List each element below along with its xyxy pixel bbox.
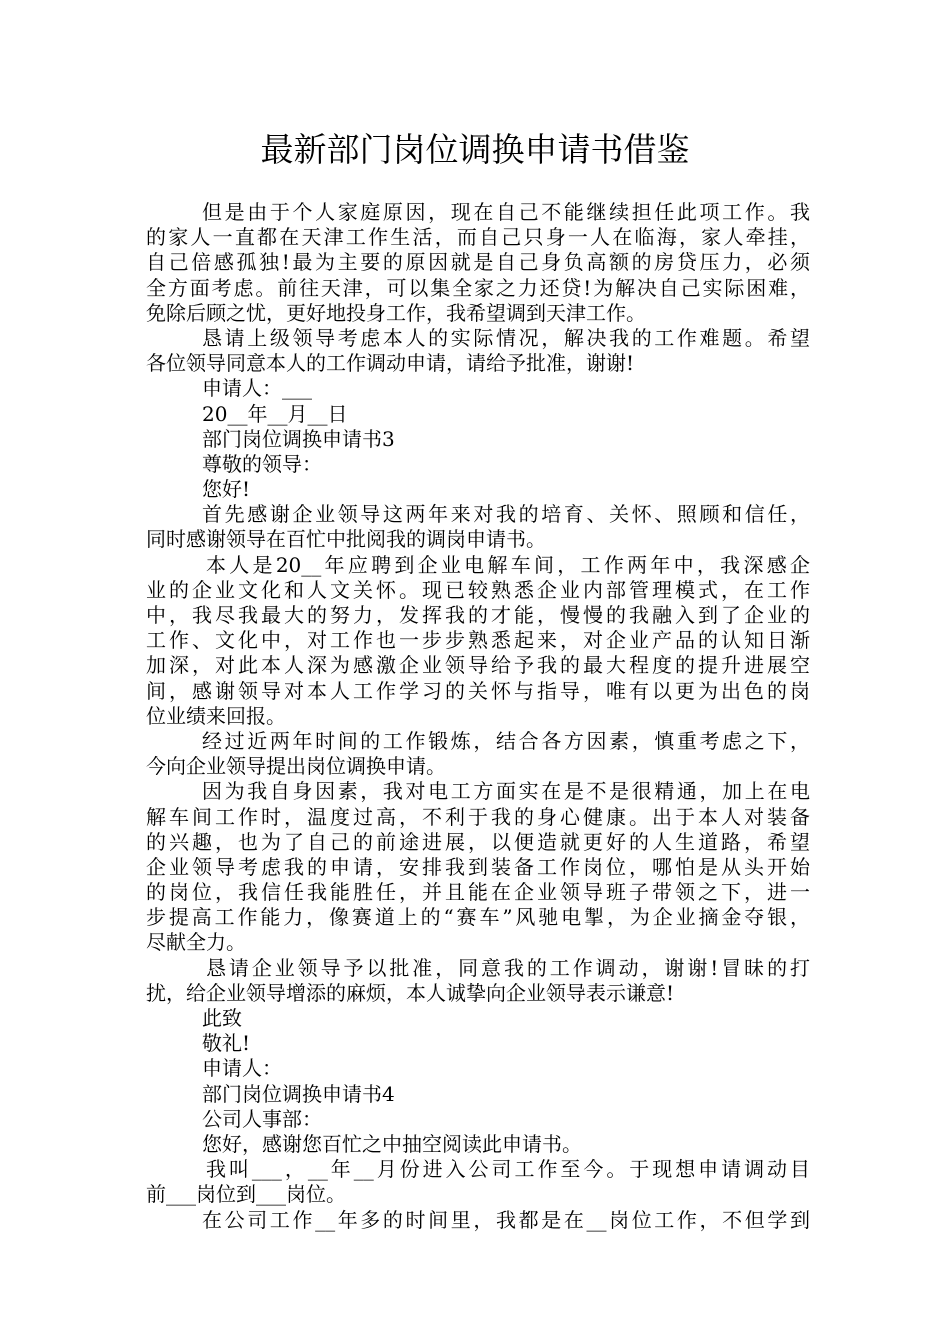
salutation: 公司人事部： bbox=[202, 1106, 322, 1131]
paragraph-line: 间，感谢领导对本人工作学习的关怀与指导，唯有以更为出色的岗 bbox=[146, 678, 810, 703]
paragraph-line: 扰，给企业领导增添的麻烦，本人诚挚向企业领导表示谦意! bbox=[146, 980, 675, 1005]
salutation: 尊敬的领导： bbox=[202, 451, 322, 476]
document-title: 最新部门岗位调换申请书借鉴 bbox=[260, 130, 690, 169]
greeting: 您好，感谢您百忙之中抽空阅读此申请书。 bbox=[202, 1131, 582, 1156]
paragraph-line: 工作、文化中，对工作也一步步熟悉起来，对企业产品的认知日渐 bbox=[146, 628, 810, 653]
paragraph-line: 经过近两年时间的工作锻炼，结合各方因素，慎重考虑之下， bbox=[202, 728, 810, 753]
greeting: 您好! bbox=[202, 477, 251, 502]
paragraph-line: 的家人一直都在天津工作生活，而自己只身一人在临海，家人牵挂， bbox=[146, 225, 810, 250]
paragraph-line: 在公司工作__年多的时间里，我都是在__岗位工作，不但学到 bbox=[202, 1207, 810, 1232]
paragraph-line: 中，我尽我最大的努力，发挥我的才能，慢慢的我融入到了企业的 bbox=[146, 603, 810, 627]
paragraph-line: 免除后顾之忧，更好地投身工作，我希望调到天津工作。 bbox=[146, 300, 646, 325]
paragraph-line: 解车间工作时，温度过高，不利于我的身心健康。出于本人对装备 bbox=[146, 804, 810, 829]
paragraph-line: 业的企业文化和人文关怀。现已较熟悉企业内部管理模式，在工作 bbox=[146, 577, 810, 602]
section-heading: 部门岗位调换申请书3 bbox=[202, 426, 395, 451]
document-body bbox=[146, 200, 810, 1233]
paragraph-line: 前___岗位到___岗位。 bbox=[146, 1182, 346, 1207]
paragraph-line: 恳请上级领导考虑本人的实际情况，解决我的工作难题。希望 bbox=[202, 325, 810, 350]
paragraph-line: 位业绩来回报。 bbox=[146, 703, 286, 728]
applicant-line: 申请人：___ bbox=[202, 376, 312, 401]
paragraph-line: 同时感谢领导在百忙中批阅我的调岗申请书。 bbox=[146, 527, 546, 552]
paragraph-line: 恳请企业领导予以批准，同意我的工作调动，谢谢!冒昧的打 bbox=[206, 955, 810, 980]
paragraph-line: 首先感谢企业领导这两年来对我的培育、关怀、照顾和信任， bbox=[202, 502, 810, 527]
closing-line: 此致 bbox=[202, 1006, 242, 1030]
paragraph-line: 尽献全力。 bbox=[146, 930, 246, 955]
closing-line: 敬礼! bbox=[202, 1031, 251, 1056]
paragraph-line: 的岗位，我信任我能胜任，并且能在企业领导班子带领之下，进一 bbox=[146, 880, 810, 905]
paragraph-line: 我叫___，__年__月份进入公司工作至今。于现想申请调动目 bbox=[206, 1157, 810, 1182]
paragraph-line: 全方面考虑。前往天津，可以集全家之力还贷!为解决自己实际困难， bbox=[146, 275, 810, 300]
paragraph-line: 本人是20__年应聘到企业电解车间，工作两年中，我深感企 bbox=[206, 552, 810, 577]
applicant-line: 申请人： bbox=[202, 1056, 282, 1081]
date-line: 20__年__月__日 bbox=[202, 401, 348, 426]
paragraph-line: 加深，对此本人深为感激企业领导给予我的最大程度的提升进展空 bbox=[146, 653, 810, 678]
paragraph-line: 因为我自身因素，我对电工方面实在是不是很精通，加上在电 bbox=[202, 779, 810, 804]
paragraph-line: 今向企业领导提出岗位调换申请。 bbox=[146, 754, 446, 779]
paragraph-line: 步提高工作能力，像赛道上的“赛车”风驰电掣，为企业摘金夺银， bbox=[146, 905, 810, 930]
paragraph-line: 但是由于个人家庭原因，现在自己不能继续担任此项工作。我 bbox=[202, 200, 810, 224]
paragraph-line: 企业领导考虑我的申请，安排我到装备工作岗位，哪怕是从头开始 bbox=[146, 854, 810, 879]
paragraph-line: 的兴趣，也为了自己的前途进展，以便造就更好的人生道路，希望 bbox=[146, 829, 810, 854]
section-heading: 部门岗位调换申请书4 bbox=[202, 1081, 395, 1106]
paragraph-line: 自己倍感孤独!最为主要的原因就是自己身负高额的房贷压力，必须 bbox=[146, 250, 810, 275]
paragraph-line: 各位领导同意本人的工作调动申请，请给予批准，谢谢! bbox=[146, 351, 635, 376]
